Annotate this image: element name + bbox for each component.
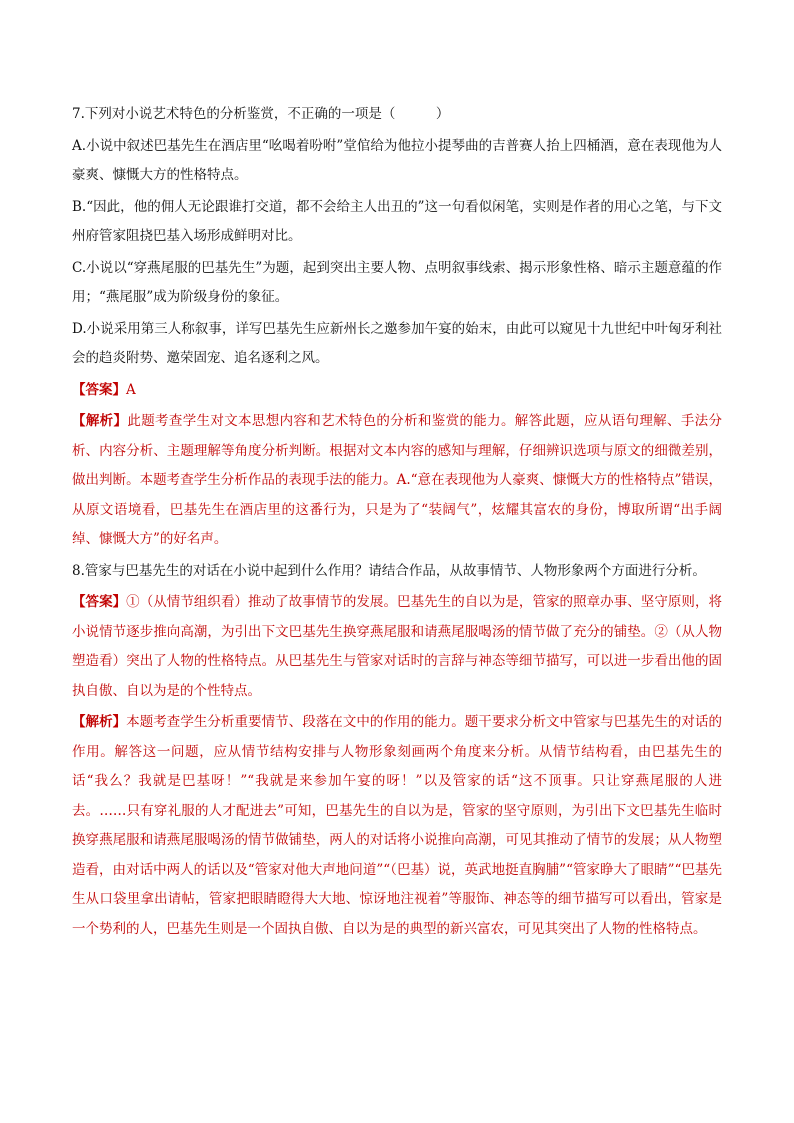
answer-text: ①（从情节组织看）推动了故事情节的发展。巴基先生的自以为是，管家的照章办事、坚守原则，将小说情节逐步推向高潮，为引出下文巴基先生换穿燕尾服和请燕尾服喝汤的情节做了充分的铺垫。②（从人物塑造看）突出了人物的性格特点。从巴基先生与管家对话时的言辞与神态等细节描写，可以进一步看出他的固执自傲、自以为是的个性特点。 (72, 594, 723, 699)
question-8-answer (72, 588, 722, 706)
analysis-text: 此题考查学生对文本思想内容和艺术特色的分析和鉴赏的能力。解答此题，应从语句理解、手法分析、内容分析、主题理解等角度分析判断。根据对文本内容的感知与理解，仔细辨识选项与原文的细微差别，做出判断。本题考查学生分析作品的表现手法的能力。A.“意在表现他为人豪爽、慷慨大方的性格特点”错误，从原文语境看，巴基先生在酒店里的这番行为，只是为了“装阔气”，炫耀其富农的身份，博取所谓“出手阔绰、慷慨大方”的好名声。 (72, 413, 723, 547)
question-7-answer (72, 376, 722, 406)
question-8-stem: 8.管家与巴基先生的对话在小说中起到什么作用？请结合作品，从故事情节、人物形象两个方面进行分析。 (72, 562, 706, 579)
option-c: C.小说以“穿燕尾服的巴基先生”为题，起到突出主要人物、点明叙事线索、揭示形象性格、暗示主题意蕴的作用；“燕尾服”成为阶级身份的象征。 (72, 259, 722, 305)
answer-tag: 【答案】 (72, 381, 126, 398)
question-7-analysis (72, 407, 722, 555)
option-a: A.小说中叙述巴基先生在酒店里“吆喝着吩咐”堂倌给为他拉小提琴曲的吉普赛人抬上四桶酒，意在表现他为人豪爽、慷慨大方的性格特点。 (72, 137, 722, 183)
analysis-tag: 【解析】 (72, 413, 128, 429)
question-7-stem: 7.下列对小说艺术特色的分析鉴赏，不正确的一项是（ ） (72, 106, 450, 122)
document-page (72, 100, 722, 946)
question-8-analysis (72, 708, 722, 944)
analysis-text: 本题考查学生分析重要情节、段落在文中的作用的能力。题干要求分析文中管家与巴基先生的对话的作用。解答这一问题，应从情节结构安排与人物形象刻画两个角度来分析。从情节结构看，由巴基先生的话“我么？我就是巴基呀！”“我就是来参加午宴的呀！”以及管家的话“这不顶事。只让穿燕尾服的人进去。……只有穿礼服的人才配进去”可知，巴基先生的自以为是，管家的坚守原则，为引出下文巴基先生临时换穿燕尾服和请燕尾服喝汤的情节做铺垫，两人的对话将小说推向高潮，可见其推动了情节的发展；从人物塑造看，由对话中两人的话以及“管家对他大声地问道”“（巴基）说，英武地挺直胸脯”“管家睁大了眼睛”“巴基先生从口袋里拿出请帖，管家把眼睛瞪得大大地、惊讶地注视着”等服饰、神态等的细节描写可以看出，管家是一个势利的人，巴基先生则是一个固执自傲、自以为是的典型的新兴富农，可见其突出了人物的性格特点。 (72, 714, 723, 937)
option-b: B.“因此，他的佣人无论跟谁打交道，都不会给主人出丑的”这一句看似闲笔，实则是作者的用心之笔，与下文州府管家阻挠巴基入场形成鲜明对比。 (72, 198, 722, 244)
analysis-tag: 【解析】 (72, 714, 127, 730)
answer-value: A (126, 381, 136, 398)
answer-tag: 【答案】 (72, 594, 127, 610)
option-d: D.小说采用第三人称叙事，详写巴基先生应新州长之邀参加午宴的始末，由此可以窥见十九世纪中叶匈牙利社会的趋炎附势、邀荣固宠、追名逐利之风。 (72, 320, 722, 366)
